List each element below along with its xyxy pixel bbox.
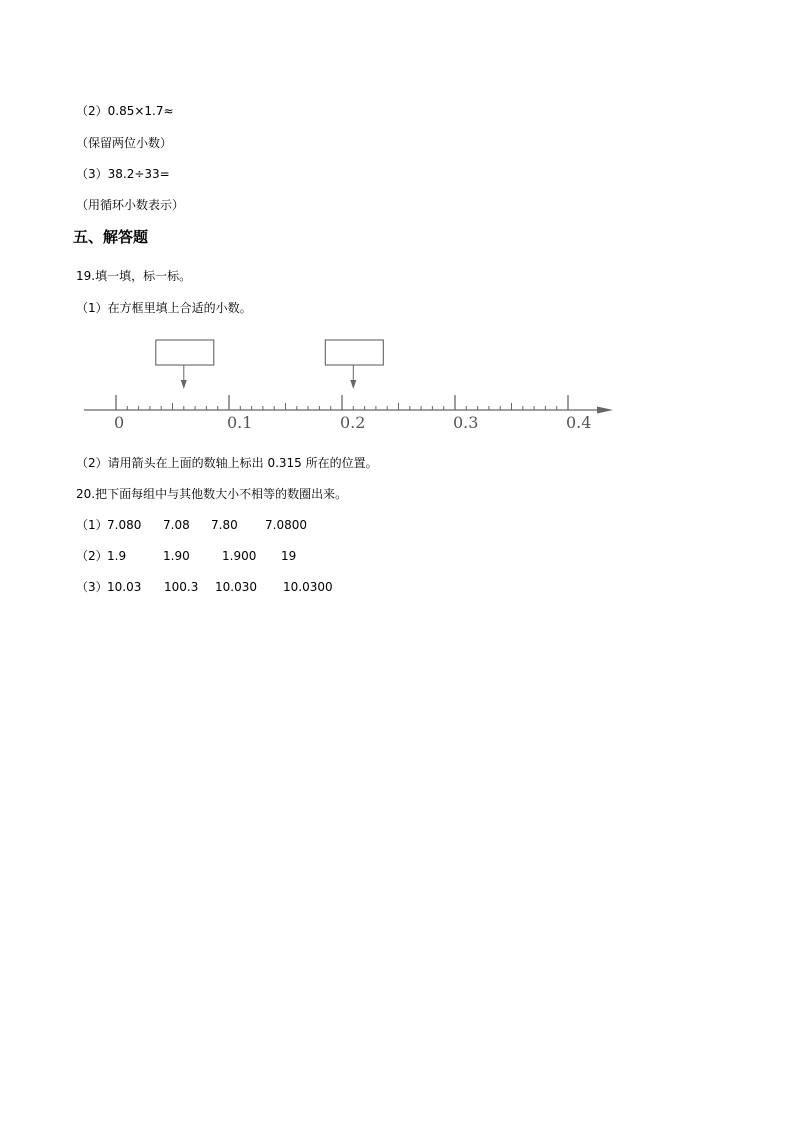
question-20-title: 20.把下面每组中与其他数大小不相等的数圈出来。	[76, 487, 348, 501]
number-option[interactable]: 1.900	[222, 549, 257, 563]
number-option[interactable]: 10.030	[215, 580, 257, 594]
answer-box[interactable]	[156, 340, 214, 365]
question-19-part-1: （1）在方框里填上合适的小数。	[76, 301, 252, 315]
number-option[interactable]: 1.90	[163, 549, 190, 563]
question-2: （2）0.85×1.7≈	[76, 104, 174, 118]
number-option[interactable]: 7.08	[163, 518, 190, 532]
row-label: （3）	[76, 580, 108, 594]
tick-label: 0.1	[227, 413, 253, 432]
question-19-title: 19.填一填，标一标。	[76, 269, 192, 283]
tick-label: 0.2	[340, 413, 366, 432]
row-label: （1）	[76, 518, 108, 532]
pointer-arrow-icon	[350, 380, 356, 389]
number-option[interactable]: 100.3	[164, 580, 199, 594]
question-2-note: （保留两位小数）	[76, 136, 173, 150]
question-3: （3）38.2÷33=	[76, 167, 170, 181]
number-option[interactable]: 10.03	[107, 580, 142, 594]
number-option[interactable]: 19	[281, 549, 297, 563]
answer-box[interactable]	[325, 340, 383, 365]
row-label: （2）	[76, 549, 108, 563]
pointer-arrow-icon	[181, 380, 187, 389]
tick-label: 0.4	[566, 413, 592, 432]
section-heading: 五、解答题	[73, 228, 149, 246]
number-option[interactable]: 10.0300	[283, 580, 333, 594]
number-option[interactable]: 7.80	[211, 518, 238, 532]
axis-arrow-icon	[597, 407, 613, 414]
tick-label: 0	[114, 413, 125, 432]
number-line	[0, 330, 794, 440]
tick-label: 0.3	[453, 413, 479, 432]
question-19-part-2: （2）请用箭头在上面的数轴上标出 0.315 所在的位置。	[76, 456, 378, 470]
number-option[interactable]: 7.0800	[265, 518, 307, 532]
question-3-note: （用循环小数表示）	[76, 198, 185, 212]
number-option[interactable]: 7.080	[107, 518, 142, 532]
number-option[interactable]: 1.9	[107, 549, 127, 563]
